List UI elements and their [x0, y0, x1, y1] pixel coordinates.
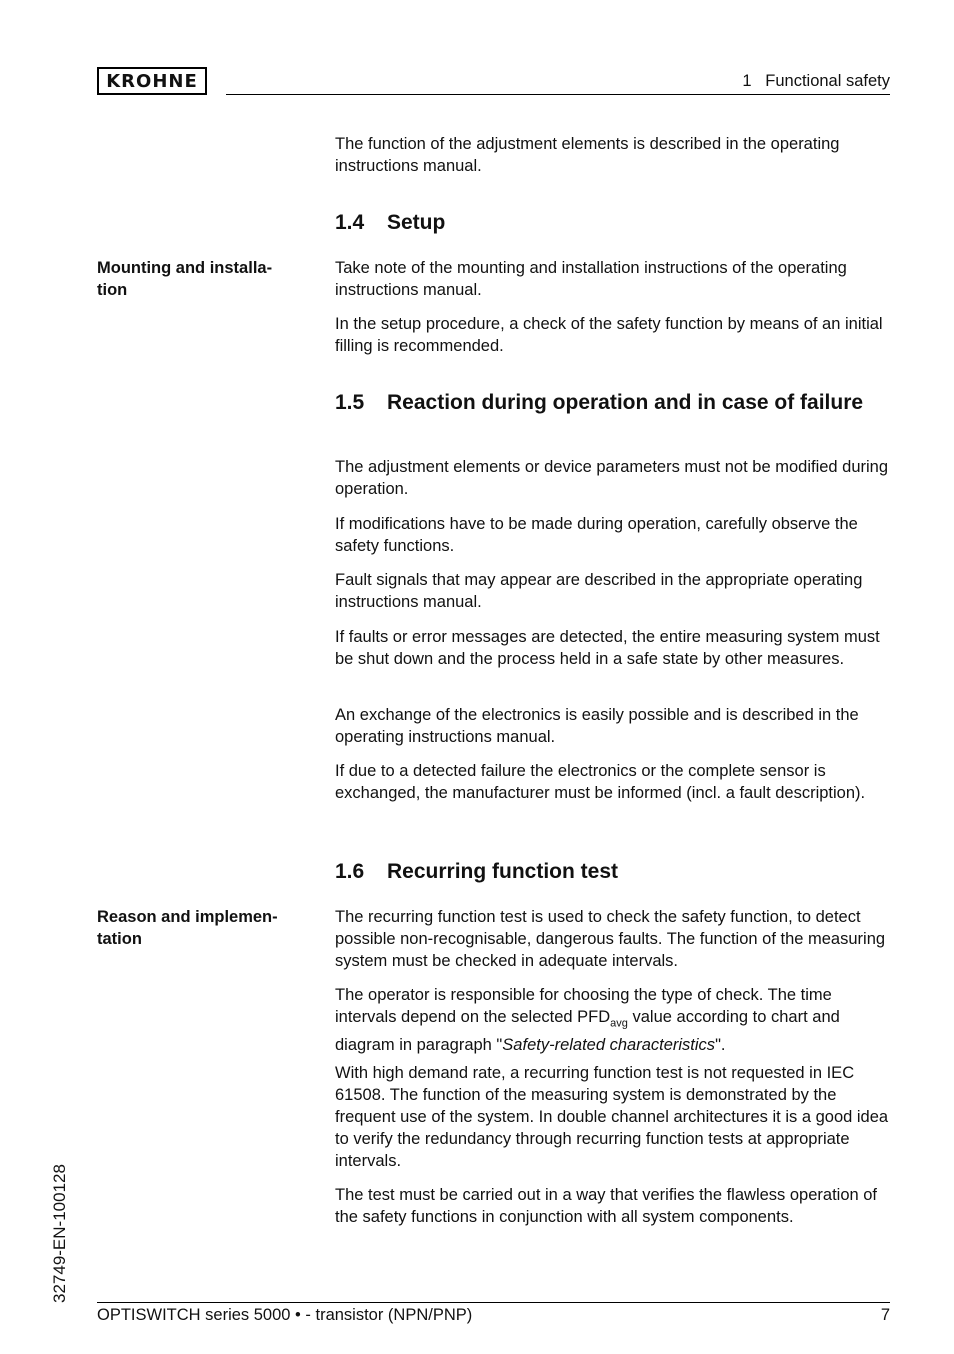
subscript: avg [610, 1017, 628, 1030]
margin-label-reason: Reason and implemen- tation [97, 908, 278, 948]
section-heading-1-5 [335, 389, 891, 416]
paragraph: If due to a detected failure the electronics or the complete sensor is exchanged, the manufacturer must be informed (incl. a fault description). [335, 762, 866, 802]
footer-rule [97, 1302, 890, 1303]
page-number: 7 [880, 1306, 890, 1324]
paragraph: An exchange of the electronics is easily possible and is described in the operating instructions manual. [335, 706, 859, 746]
intro-paragraph: The function of the adjustment elements is described in the operating instructions manual. [335, 135, 840, 175]
margin-label-mounting: Mounting and installa- tion [97, 259, 273, 299]
section-title: Setup [387, 211, 446, 234]
paragraph: Fault signals that may appear are described in the appropriate operating instructions manual. [335, 571, 863, 611]
paragraph: The adjustment elements or device parameters must not be modified during operation. [335, 458, 889, 498]
text-run: value according to chart and diagram in paragraph " [335, 1008, 840, 1055]
paragraph: In the setup procedure, a check of the safety function by means of an initial filling is recommended. [335, 315, 883, 355]
paragraph: Take note of the mounting and installation instructions of the operating instructions manual. [335, 259, 847, 299]
italic-reference: Safety-related characteristics [502, 1036, 716, 1055]
paragraph-pfd [335, 984, 891, 1056]
section-number: 1.5 [335, 391, 365, 414]
section-title: Recurring function test [387, 860, 619, 883]
section-title: Reaction during operation and in case of failure [387, 391, 864, 414]
text-run: The operator is responsible for choosing the type of check. The time intervals depend on the selected PFD [335, 986, 832, 1026]
header-rule [226, 94, 890, 95]
footer-product: OPTISWITCH series 5000 • - transistor (NPN/PNP) [97, 1306, 473, 1324]
text-run: ". [715, 1036, 726, 1055]
paragraph: If faults or error messages are detected, the entire measuring system must be shut down and the process held in a safe state by other measures. [335, 628, 880, 668]
section-number: 1.6 [335, 860, 365, 883]
section-heading-1-6 [335, 858, 891, 885]
paragraph: The recurring function test is used to check the safety function, to detect possible non-recognisable, dangerous faults. The function of the measuring system must be checked in adequate intervals. [335, 908, 886, 970]
brand-logo: KROHNE [97, 67, 207, 95]
paragraph: With high demand rate, a recurring function test is not requested in IEC 61508. The function of the measuring system is demonstrated by the frequent use of the system. In double channel architectures it is a good idea to verify the redundancy through recurring function tests at appropriate intervals. [335, 1064, 889, 1170]
paragraph: The test must be carried out in a way that verifies the flawless operation of the safety functions in conjunction with all system components. [335, 1186, 878, 1226]
running-header-section: 1 Functional safety [742, 72, 890, 90]
section-number: 1.4 [335, 211, 365, 234]
paragraph: If modifications have to be made during operation, carefully observe the safety functions. [335, 515, 858, 555]
document-id: 32749-EN-100128 [50, 1164, 69, 1303]
section-heading-1-4 [335, 209, 891, 236]
